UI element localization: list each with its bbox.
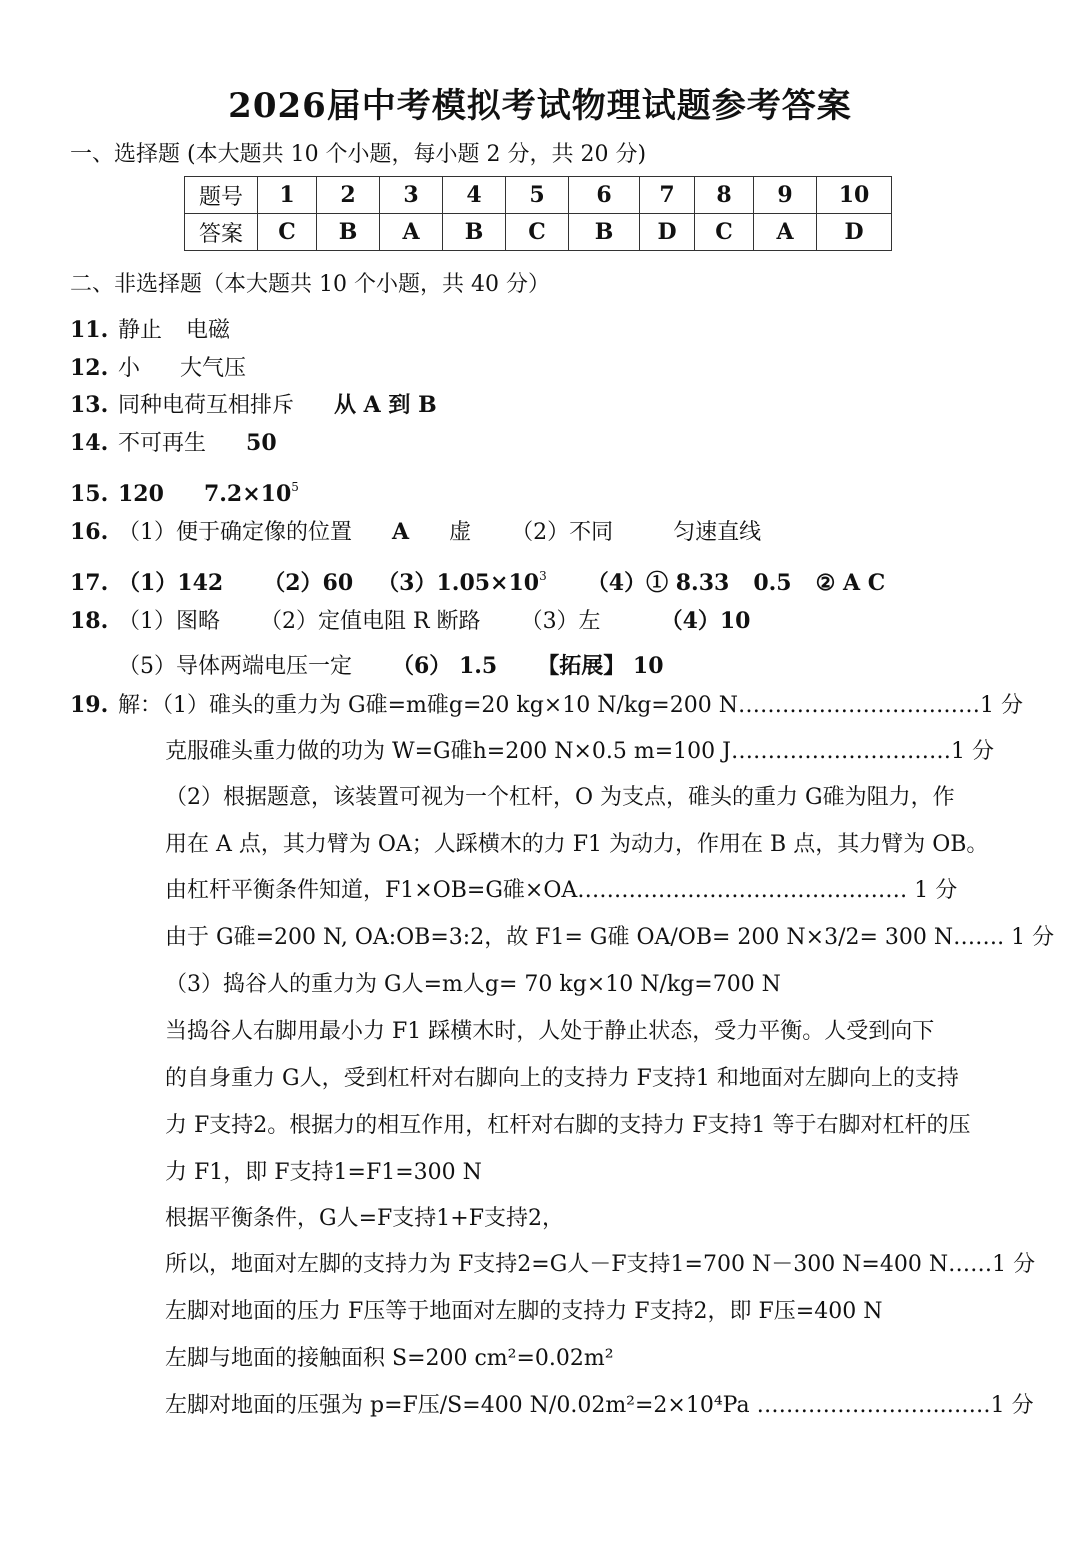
answer-16 [70,517,761,548]
exponent: 3 [539,569,547,583]
answer-text: 静止 [118,318,163,343]
answer-text: （4）① 8.33 [586,570,730,596]
question-number: 11. [70,317,109,343]
answer-14 [70,428,277,459]
table-cell: A [380,214,443,251]
answer-text: （1）图略 [118,609,220,634]
answer-text: 大气压 [180,356,247,381]
question-number: 12. [70,355,109,381]
answer-15 [70,472,299,510]
answer-text: 同种电荷互相排斥 [118,393,295,418]
answer-text: A [392,519,410,545]
answer-text: （1）便于确定像的位置 [118,520,352,545]
answer-11 [70,315,230,346]
question-number: 13. [70,392,109,418]
answer-19-line-11: 力 F1，即 F支持1=F1=300 N [165,1160,482,1185]
answer-text: 匀速直线 [673,520,762,545]
question-number: 14. [70,430,109,456]
answer-19-line-5: 由杠杆平衡条件知道，F1×OB=G碓×OA……………………………………… 1 分 [165,878,958,903]
table-row-numbers [185,177,892,214]
exponent: 5 [291,480,299,494]
answer-19-line-14: 左脚对地面的压力 F压等于地面对左脚的支持力 F支持2，即 F压=400 N [165,1299,883,1324]
table-cell: 4 [443,177,506,214]
answer-text: （2）60 [263,570,354,596]
table-cell: C [506,214,569,251]
answer-text: （5）导体两端电压一定 [118,654,352,679]
table-cell: B [569,214,640,251]
answer-19-line-15: 左脚与地面的接触面积 S=200 cm²=0.02m² [165,1346,614,1371]
table-cell: D [817,214,892,251]
answer-19-line-8: 当捣谷人右脚用最小力 F1 踩横木时，人处于静止状态，受力平衡。人受到向下 [165,1019,935,1044]
answer-19-line-16: 左脚对地面的压强为 p=F压/S=400 N/0.02m²=2×10⁴Pa ……………………..……1 分 [165,1393,1034,1418]
answer-text: 50 [246,430,277,456]
table-cell: 6 [569,177,640,214]
section-1-heading: 一、选择题 (本大题共 10 个小题，每小题 2 分，共 20 分) [70,142,647,167]
answer-text: （2）不同 [511,520,614,545]
answer-19-line-6: 由于 G碓=200 N, OA:OB=3:2，故 F1= G碓 OA/OB= 200 N×3/2= 300 N……. 1 分 [165,925,1055,950]
table-row-answers [185,214,892,251]
answer-12 [70,353,246,384]
table-header-cell: 题号 [185,177,258,214]
answer-text: （3）1.05×10 [377,570,540,596]
table-cell: 9 [754,177,817,214]
answer-19-line-12: 根据平衡条件，G人=F支持1+F支持2， [165,1206,564,1231]
answer-table [184,176,892,251]
table-cell: 7 [640,177,695,214]
answer-19-line-9: 的自身重力 G人，受到杠杆对右脚向上的支持力 F支持1 和地面对左脚向上的支持 [165,1066,959,1091]
question-number: 16. [70,519,109,545]
table-cell: B [317,214,380,251]
answer-19-line-3: （2）根据题意，该装置可视为一个杠杆，O 为支点，碓头的重力 G碓为阻力，作 [165,785,955,810]
answer-text: 虚 [449,520,472,545]
answer-text: （3）左 [520,609,601,634]
answer-text: （2）定值电阻 R 断路 [260,609,481,634]
question-number: 19. [70,692,109,718]
answer-text: 小 [118,356,141,381]
answer-text: （6） 1.5 [392,653,498,679]
answer-19-line-4: 用在 A 点，其力臂为 OA；人踩横木的力 F1 为动力，作用在 B 点，其力臂为 OB。 [165,832,989,857]
answer-13 [70,390,437,421]
answer-text: （1）142 [118,570,224,596]
solution-line: （1）碓头的重力为 G碓=m碓g=20 kg×10 N/kg=200 N……………………………1 分 [162,693,1023,718]
table-cell: 5 [506,177,569,214]
answer-text: ② A C [815,570,886,596]
answer-intro: 解： [118,693,163,718]
answer-18-cont [118,651,664,682]
table-cell: D [640,214,695,251]
answer-19-line-7: （3）捣谷人的重力为 G人=m人g= 70 kg×10 N/kg=700 N [165,972,781,997]
table-cell: 2 [317,177,380,214]
question-number: 18. [70,608,109,634]
answer-19-line-13: 所以，地面对左脚的支持力为 F支持2=G人－F支持1=700 N－300 N=400 N……1 分 [165,1252,1036,1277]
answer-17 [70,561,885,599]
table-header-cell: 答案 [185,214,258,251]
answer-text: 7.2×10 [203,481,292,507]
answer-text: 不可再生 [118,431,207,456]
table-cell: B [443,214,506,251]
answer-text: 从 A 到 B [334,392,437,418]
answer-text: 电磁 [186,318,231,343]
answer-text: 【拓展】 10 [537,653,664,679]
table-cell: C [695,214,754,251]
answer-18 [70,606,751,637]
table-cell: C [258,214,317,251]
section-2-heading: 二、非选择题（本大题共 10 个小题，共 40 分） [70,272,550,297]
question-number: 17. [70,570,109,596]
answer-19-line-10: 力 F支持2。根据力的相互作用，杠杆对右脚的支持力 F支持1 等于右脚对杠杆的压 [165,1113,971,1138]
answer-text: 0.5 [753,570,792,596]
table-cell: 1 [258,177,317,214]
table-cell: 8 [695,177,754,214]
table-cell: A [754,214,817,251]
answer-19-line-1 [70,690,1023,721]
table-cell: 10 [817,177,892,214]
table-cell: 3 [380,177,443,214]
answer-19-line-2: 克服碓头重力做的功为 W=G碓h=200 N×0.5 m=100 J…………………………1 分 [165,739,994,764]
question-number: 15. [70,481,109,507]
page-title: 2026届中考模拟考试物理试题参考答案 [228,86,852,126]
answer-text: （4）10 [660,608,751,634]
answer-text: 120 [118,481,164,507]
